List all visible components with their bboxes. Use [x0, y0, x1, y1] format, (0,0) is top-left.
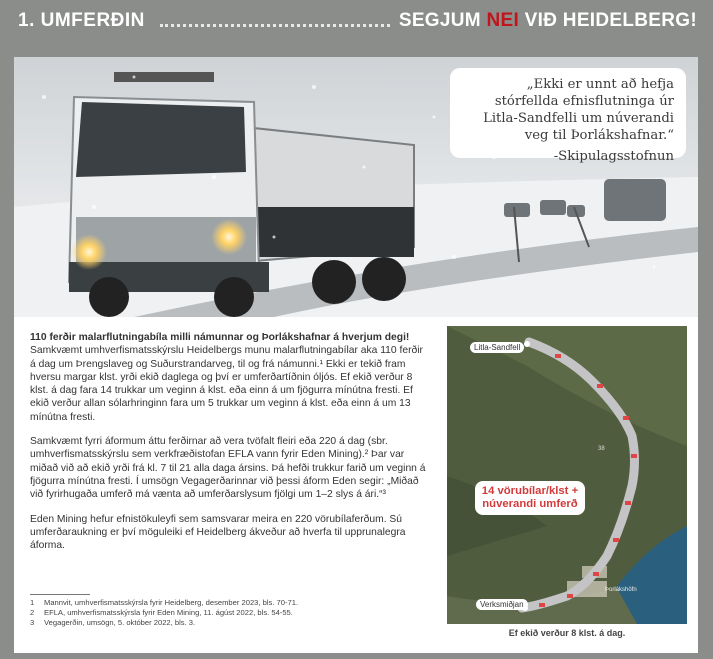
road-number: 38 [598, 446, 605, 452]
route-map [447, 326, 687, 624]
footnote-item: 2 EFLA, umhverfismatsskýrsla fyrir Eden Mining, 11. ágúst 2022, bls. 54-55. [30, 608, 293, 617]
lead-heading: 110 ferðir malarflutningabíla milli námunnar og Þorlákshafnar á hverjum degi! [30, 332, 410, 343]
footnotes [30, 598, 428, 628]
footnote-divider [30, 594, 90, 595]
map-label-verksmidjan: Verksmiðjan [476, 599, 528, 610]
map-label-litla-sandfell: Litla-Sandfell [470, 342, 524, 353]
quote-text: „Ekki er unnt að hefja stórfellda efnisflutninga úr Litla-Sandfelli um núverandi veg til Þorlákshafnar.“ [483, 77, 674, 143]
slogan-post: VIÐ HEIDELBERG! [519, 10, 697, 31]
dotted-divider [160, 14, 390, 27]
slogan [399, 10, 697, 32]
body-text [30, 331, 428, 563]
footnote-item: 3 Vegagerðin, umsögn, 5. október 2022, bls. 3. [30, 618, 196, 627]
traffic-callout: 14 vörubílar/klst + núverandi umferð [475, 481, 585, 515]
footnote-item: 1 Mannvit, umhverfismatsskýrsla fyrir Heidelberg, desember 2023, bls. 70-71. [30, 598, 299, 607]
quote-source: -Skipulagsstofnun [553, 149, 674, 164]
paragraph-2: Samkvæmt fyrri áformum áttu ferðirnar að vera tvöfalt fleiri eða 220 á dag (sbr. umhverfismatsskýrslu sem verkfræðistofan EFLA vann fyrir Eden Mining).² Þar var miðað við að ekið yrði frá kl. 7 til 21 alla daga ársins. Þá hefði trukkur farið um veginn á fjögurra mínútna fresti. Í umsögn Vegagerðarinnar við þessi áform Eden segir: „Miðað við fyrirhugaða umferð má vænta að umferðarslysum fjölgi um 1–2 slys á ári.“³ [30, 436, 426, 501]
paragraph-3: Eden Mining hefur efnistökuleyfi sem samsvarar meira en 220 vörubílaferðum. Sú umferðaraukning er því möguleiki ef Heidelberg ákveður að hverfa til upprunalegra áforma. [30, 513, 406, 552]
slogan-highlight: NEI [486, 10, 520, 31]
header-bar [0, 0, 713, 44]
section-title: 1. UMFERÐIN [18, 10, 145, 31]
town-label: Þorlákshöfn [605, 587, 637, 593]
map-caption: Ef ekið verður 8 klst. á dag. [508, 628, 626, 638]
quote-box [450, 68, 686, 164]
paragraph-1: Samkvæmt umhverfismatsskýrslu Heidelbergs munu malarflutningabílar aka 110 ferðir á dag um Þrengslaveg og Suðurstrandarveg, til og frá námunni.¹ Ekki er tekið fram hversu margar klst. yrði ekið daglega og því er umferðartíðnin óljós. Ef ekið verður 8 klst. á dag fara 14 trukkar um veginn á klst. eða einn á um fjögurra mínútna fresti. Ef ekið verður allan sólarhringinn fara um 5 trukkar um veginn á klst. eða einn á um 13 mínútna fresti. [30, 345, 423, 423]
slogan-pre: SEGJUM [398, 10, 487, 31]
